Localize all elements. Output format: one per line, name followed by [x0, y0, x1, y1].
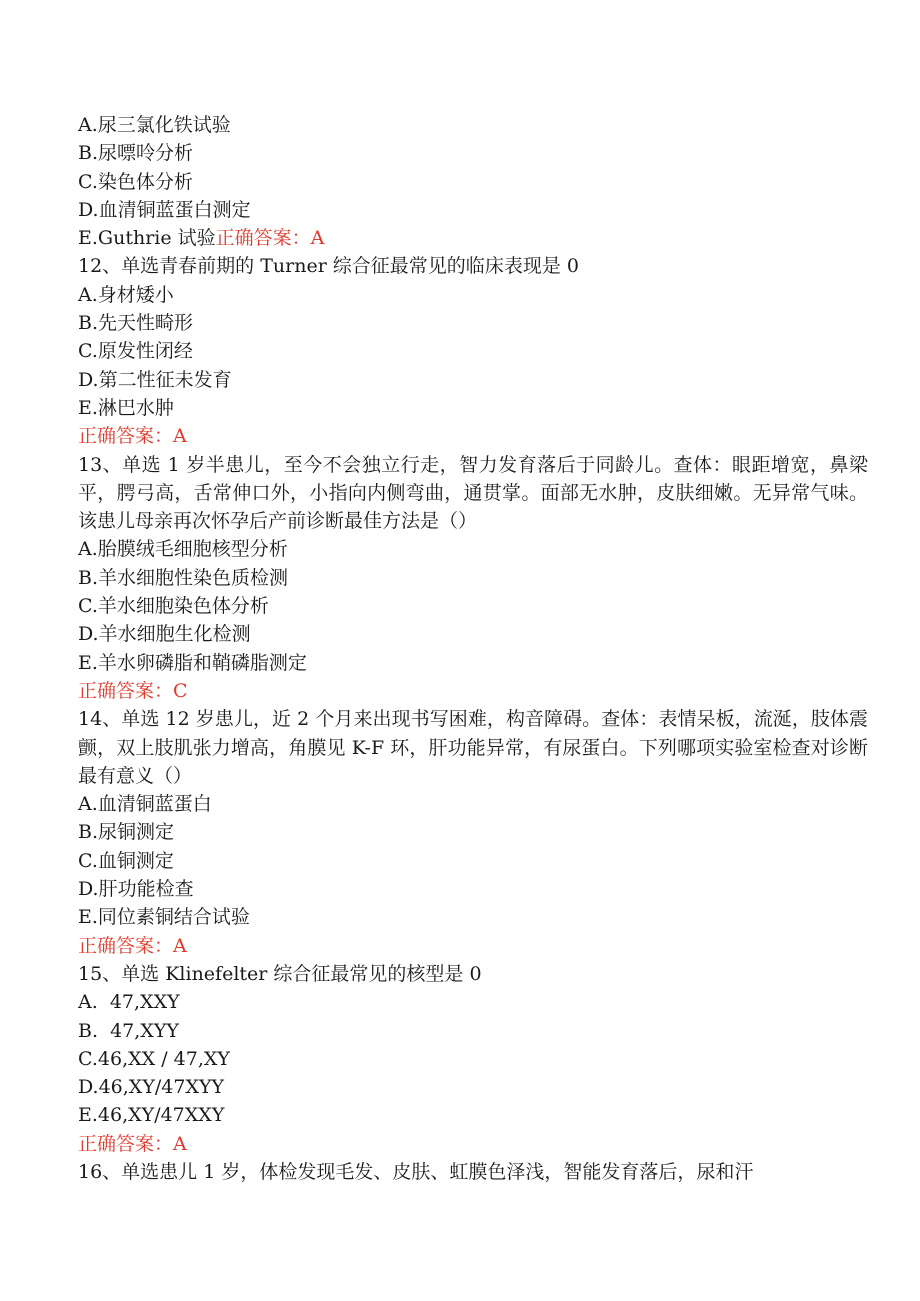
- q13-option-b: B.羊水细胞性染色质检测: [78, 566, 289, 589]
- q14-option-e: E.同位素铜结合试验: [78, 906, 250, 929]
- q12-option-c: C.原发性闭经: [78, 340, 193, 363]
- q15-option-d: D.46,XY/47XYY: [78, 1076, 225, 1099]
- q15-option-e: E.46,XY/47XXY: [78, 1104, 225, 1127]
- q11-option-a: A.尿三氯化铁试验: [78, 114, 231, 136]
- q14-question: 14、单选 12 岁患儿，近 2 个月来出现书写困难，构音障碍。查体：表情呆板，流涎，肢体震颤，双上肢肌张力增高，角膜见 K-F 环，肝功能异常，有尿蛋白。下列哪项实验室检查对诊断最有意义（）: [78, 708, 868, 787]
- q15-answer: 正确答案：A: [78, 1132, 187, 1155]
- q13-option-e: E.羊水卵磷脂和鞘磷脂测定: [78, 651, 307, 674]
- q11-option-d: D.血清铜蓝蛋白测定: [78, 198, 251, 221]
- q14-option-a: A.血清铜蓝蛋白: [78, 793, 212, 816]
- q12-option-e: E.淋巴水肿: [78, 396, 174, 419]
- q12-option-d: D.第二性征未发育: [78, 368, 232, 391]
- q13-option-a: A.胎膜绒毛细胞核型分析: [78, 538, 288, 561]
- q12-question: 12、单选青春前期的 Turner 综合征最常见的临床表现是 0: [78, 255, 579, 278]
- q15-question: 15、单选 Klinefelter 综合征最常见的核型是 0: [78, 962, 482, 985]
- q15-option-c: C.46,XX / 47,XY: [78, 1047, 230, 1070]
- q13-option-c: C.羊水细胞染色体分析: [78, 595, 269, 618]
- q15-option-b: B. 47,XYY: [78, 1019, 179, 1042]
- q11-option-e-row: [78, 224, 868, 252]
- q13-option-d: D.羊水细胞生化检测: [78, 623, 251, 646]
- document-page: [78, 111, 868, 1186]
- q11-option-c: C.染色体分析: [78, 170, 193, 193]
- q14-option-d: D.肝功能检查: [78, 878, 194, 901]
- q11-option-e: E.Guthrie 试验: [78, 227, 216, 250]
- q11-option-b: B.尿嘌呤分析: [78, 142, 194, 165]
- q12-option-a: A.身材矮小: [78, 283, 174, 306]
- q13-question: 13、单选 1 岁半患儿，至今不会独立行走，智力发育落后于同龄儿。查体：眼距增宽，鼻梁平，腭弓高，舌常伸口外，小指向内侧弯曲，通贯掌。面部无水肿，皮肤细嫩。无异常气味。该患儿母亲再次怀孕后产前诊断最佳方法是（）: [78, 453, 868, 533]
- q15-option-a: A. 47,XXY: [78, 991, 180, 1014]
- q14-option-b: B.尿铜测定: [78, 821, 175, 844]
- q12-option-b: B.先天性畸形: [78, 312, 194, 335]
- q11-answer: 正确答案：A: [215, 227, 325, 250]
- q14-option-c: C.血铜测定: [78, 849, 174, 872]
- q16-question: 16、单选患儿 1 岁，体检发现毛发、皮肤、虹膜色泽浅，智能发育落后，尿和汗: [78, 1160, 754, 1183]
- q14-answer: 正确答案：A: [78, 934, 187, 957]
- q13-answer: 正确答案：C: [78, 679, 188, 702]
- q12-answer: 正确答案：A: [78, 425, 187, 448]
